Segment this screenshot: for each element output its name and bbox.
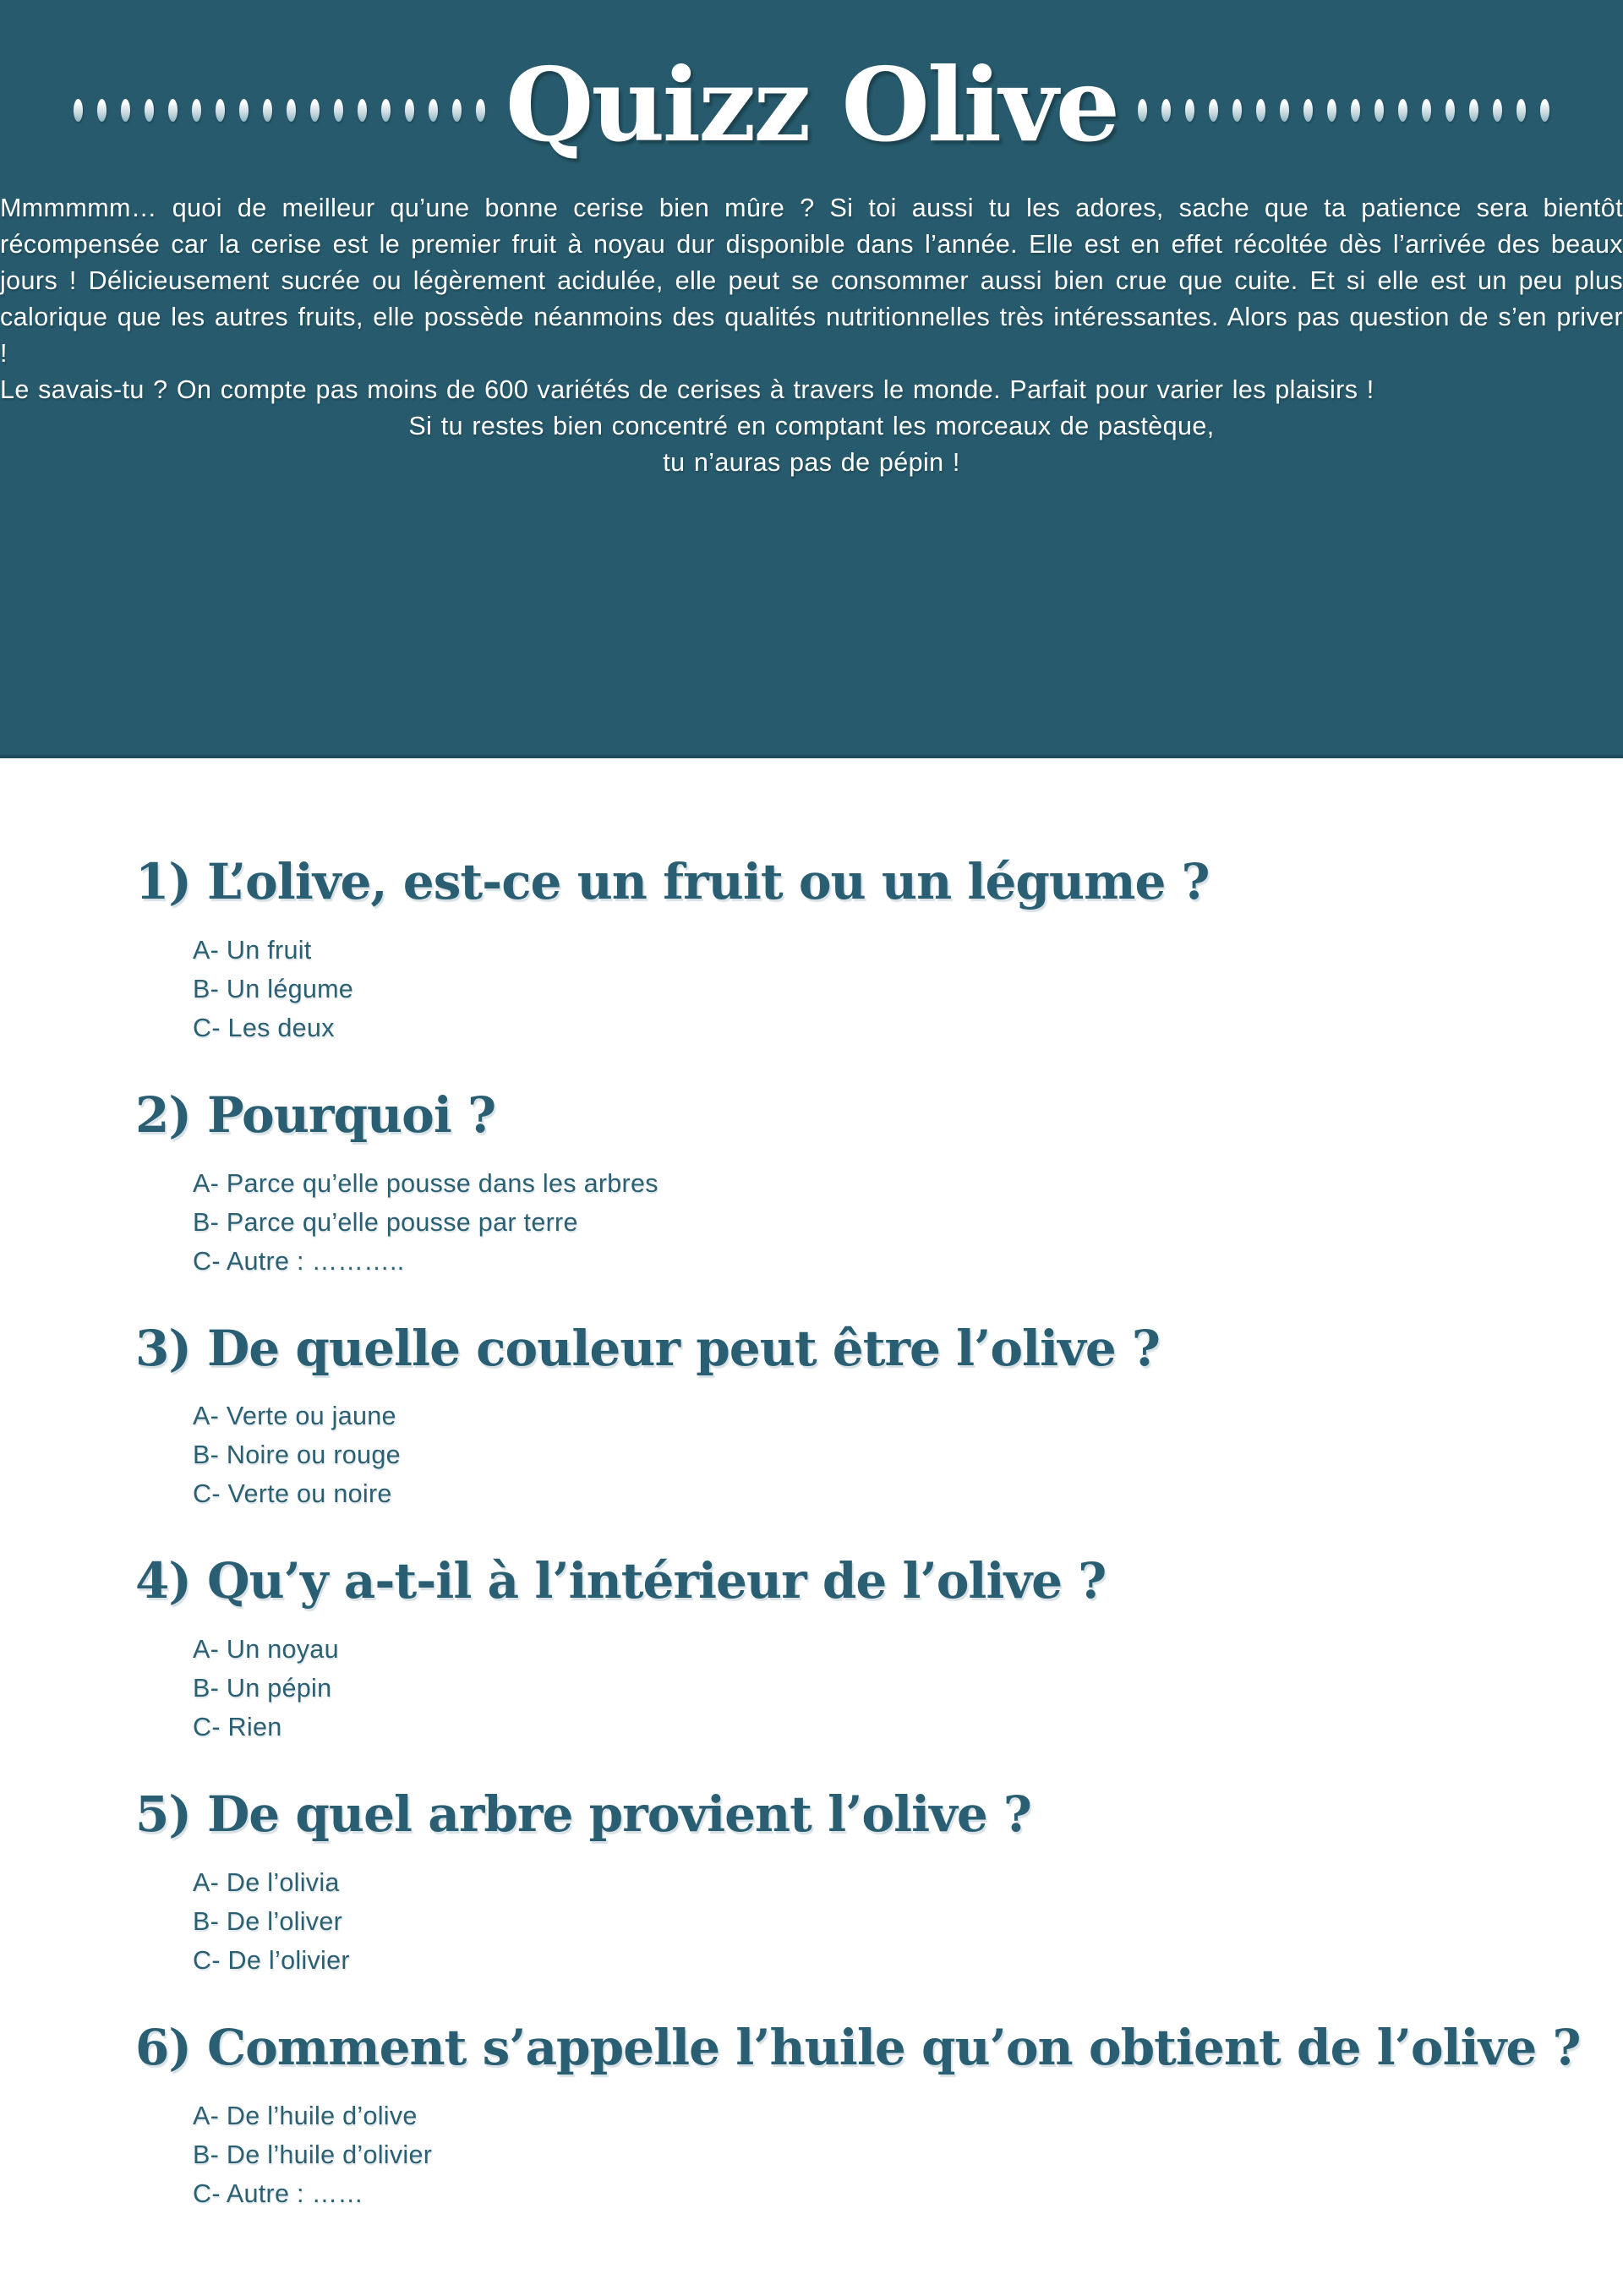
page-title: Quizz Olive — [505, 46, 1118, 165]
question-5-option-a: A- De l’olivia — [193, 1867, 340, 1897]
dot-decoration — [476, 99, 485, 122]
question-6-option-b: B- De l’huile d’olivier — [193, 2140, 433, 2169]
intro-paragraph: Mmmmmm… quoi de meilleur qu’une bonne cerise bien mûre ? Si toi aussi tu les adores, sache que ta patience sera bientôt récompensée car la cerise est le premier fruit à noyau dur disponible dans l’année. Elle est en effet récoltée dès l’arrivée des beaux jours ! Délicieusement sucrée ou légèrement acidulée, elle peut se consommer aussi bien crue que cuite. Et si elle est un peu plus calorique que les autres fruits, elle possède néanmoins des qualités nutritionnelles très intéressantes. Alors pas question de s’en priver ! — [0, 194, 1623, 368]
question-4-option-a: A- Un noyau — [193, 1635, 339, 1665]
question-2-option-b: B- Parce qu’elle pousse par terre — [193, 1207, 578, 1237]
dot-decoration — [168, 99, 178, 122]
dot-decoration — [74, 99, 83, 122]
dot-decoration — [1445, 99, 1455, 122]
tip-line-2: tu n’auras pas de pépin ! — [663, 448, 960, 477]
question-section-3 — [135, 1319, 1522, 1514]
question-1-option-c: C- Les deux — [193, 1013, 335, 1042]
question-3-option-c: C- Verte ou noire — [193, 1479, 392, 1509]
question-6-option-c: C- Autre : …… — [193, 2178, 364, 2208]
question-3-option-b: B- Noire ou rouge — [193, 1440, 401, 1470]
dot-decoration — [452, 99, 462, 122]
dot-decoration — [239, 99, 249, 122]
dot-decoration — [1232, 99, 1242, 122]
fact-paragraph: Le savais-tu ? On compte pas moins de 600 variétés de cerises à travers le monde. Parfait pour varier les plaisirs ! — [0, 375, 1374, 404]
question-2-option-c: C- Autre : ……….. — [193, 1246, 405, 1276]
dot-decoration — [358, 99, 367, 122]
question-4-option-b: B- Un pépin — [193, 1674, 332, 1703]
title-row — [0, 21, 1623, 190]
question-1-options — [135, 931, 1522, 1047]
dot-decoration — [334, 99, 343, 122]
dot-decoration — [1185, 99, 1194, 122]
question-2-option-a: A- Parce qu’elle pousse dans les arbres — [193, 1168, 658, 1198]
dot-decoration — [145, 99, 154, 122]
question-1-option-b: B- Un légume — [193, 974, 354, 1003]
dot-decoration — [287, 99, 296, 122]
question-2-options — [135, 1164, 1522, 1281]
dot-decoration — [121, 99, 130, 122]
question-5-option-c: C- De l’olivier — [193, 1945, 350, 1975]
quiz-body — [0, 758, 1623, 2213]
question-5-option-b: B- De l’oliver — [193, 1906, 343, 1936]
question-section-2 — [135, 1085, 1522, 1281]
dot-decoration — [1256, 99, 1265, 122]
dot-decoration — [97, 99, 107, 122]
dot-decoration — [1138, 99, 1147, 122]
dot-decoration — [1209, 99, 1218, 122]
question-4-title: 4) Qu’y a-t-il à l’intérieur de l’olive ? — [135, 1552, 1107, 1610]
dot-decoration — [1516, 99, 1526, 122]
dot-decoration — [381, 99, 391, 122]
dot-decoration — [310, 99, 320, 122]
dot-decoration — [1327, 99, 1336, 122]
dot-decoration — [1351, 99, 1360, 122]
dot-decoration — [1374, 99, 1384, 122]
question-section-6 — [135, 2018, 1581, 2213]
question-section-5 — [135, 1785, 1522, 1980]
dotted-line-right-decoration — [1138, 99, 1549, 122]
dotted-line-left-decoration — [74, 99, 485, 122]
dot-decoration — [263, 99, 272, 122]
question-3-options — [135, 1397, 1522, 1513]
dot-decoration — [192, 99, 201, 122]
question-section-1 — [135, 853, 1522, 1047]
dot-decoration — [216, 99, 225, 122]
question-6-options — [135, 2096, 1522, 2213]
dot-decoration — [405, 99, 414, 122]
question-1-title: 1) L’olive, est-ce un fruit ou un légume ? — [135, 853, 1210, 910]
question-6-title: 6) Comment s’appelle l’huile qu’on obtient de l’olive ? — [135, 2018, 1581, 2076]
question-2-title: 2) Pourquoi ? — [135, 1085, 496, 1144]
dot-decoration — [1161, 99, 1171, 122]
header-banner — [0, 0, 1623, 758]
question-5-title: 5) De quel arbre provient l’olive ? — [135, 1785, 1031, 1844]
dot-decoration — [1280, 99, 1289, 122]
dot-decoration — [1469, 99, 1478, 122]
tip-line-1: Si tu restes bien concentré en comptant les morceaux de pastèque, — [408, 412, 1215, 440]
dot-decoration — [1540, 99, 1549, 122]
tip-paragraph — [0, 408, 1623, 481]
dot-decoration — [1303, 99, 1313, 122]
dot-decoration — [1398, 99, 1407, 122]
question-6-option-a: A- De l’huile d’olive — [193, 2101, 418, 2130]
dot-decoration — [429, 99, 438, 122]
question-3-option-a: A- Verte ou jaune — [193, 1402, 396, 1431]
question-section-4 — [135, 1552, 1522, 1747]
question-1-option-a: A- Un fruit — [193, 935, 312, 965]
dot-decoration — [1493, 99, 1502, 122]
question-4-option-c: C- Rien — [193, 1713, 282, 1742]
question-3-title: 3) De quelle couleur peut être l’olive ? — [135, 1319, 1160, 1377]
dot-decoration — [1422, 99, 1431, 122]
question-4-options — [135, 1630, 1522, 1747]
question-5-options — [135, 1863, 1522, 1980]
